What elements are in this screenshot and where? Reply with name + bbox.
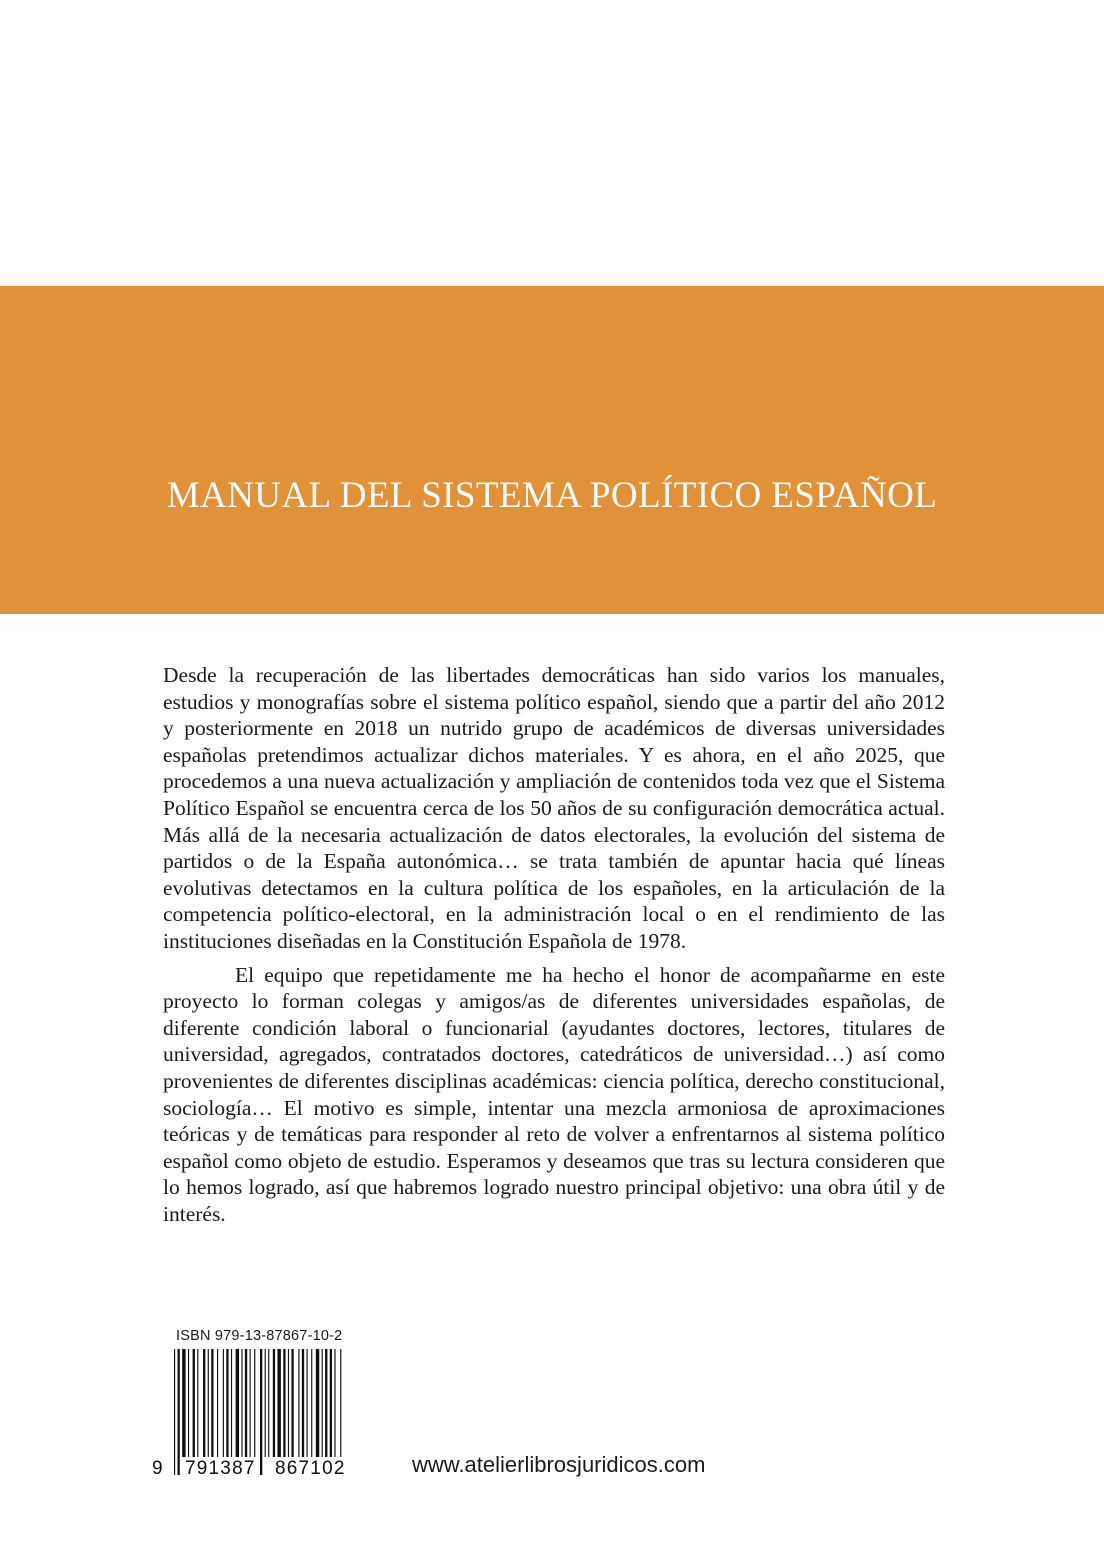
barcode-bar [298,1349,299,1457]
barcode-digits-left: 791387 [185,1458,256,1479]
barcode-bar [268,1349,269,1457]
barcode-bar [260,1349,262,1475]
barcode-bar [193,1349,195,1457]
barcode-bar [273,1349,275,1457]
barcode-digit-first: 9 [152,1458,163,1479]
title-band-text-area [0,286,1104,614]
barcode-bar [291,1349,293,1457]
barcode-bar [203,1349,205,1457]
barcode-bar [245,1349,247,1457]
barcode-bar [236,1349,239,1457]
barcode-bar [288,1349,289,1457]
publisher-url: www.atelierlibrosjuridicos.com [412,1452,706,1477]
barcode-bar [265,1349,266,1457]
barcode-digits-right: 867102 [275,1458,346,1479]
barcode-bar [178,1349,180,1475]
barcode-bar [208,1349,209,1457]
blurb-paragraph-2: El equipo que repetidamente me ha hecho el honor de acompañarme en este proyecto lo forman colegas y amigos/as de diferentes universidades españolas, de diferente condición laboral o funcionarial (ayudantes doctores, lectores, titulares de universidad, agregados, contratados doctores, catedráticos de universidad…) así como provenientes de diferentes disciplinas académicas: ciencia política, derecho constitucional, sociología… El motivo es simple, intentar una mezcla armoniosa de aproximaciones teóricas y de temáticas para responder al reto de volver a enfrentarnos al sistema político español como objeto de estudio. Esperamos y deseamos que tras su lectura consideren que lo hemos logrado, así que habremos logrado nuestro principal objetivo: una obra útil y de interés. [163,962,945,1226]
barcode-bar [231,1349,232,1457]
barcode-bar [325,1349,327,1457]
blurb-paragraph-1: Desde la recuperación de las libertades democráticas han sido varios los manuales, estudios y monografías sobre el sistema político español, siendo que a partir del año 2012 y posteriormente en 2018 un nutrido grupo de académicos de diversas universidades españolas pretendimos actualizar dichos materiales. Y es ahora, en el año 2025, que procedemos a una nueva actualización y ampliación de contenidos toda vez que el Sistema Político Español se encuentra cerca de los 50 años de su configuración democrática actual. Más allá de la necesaria actualización de datos electorales, la evolución del sistema de partidos o de la España autonómica… se trata también de apuntar hacia qué líneas evolutivas detectamos en la cultura política de los españoles, en la articulación de la competencia político-​electoral, en la administración local o en el rendimiento de las instituciones diseñadas en la Constitución Española de 1978. [163,663,945,953]
barcode-bar [334,1349,335,1457]
barcode-bar [241,1349,242,1457]
barcode-bar [302,1349,304,1457]
barcode-bar [217,1349,218,1457]
barcode-bar [330,1349,332,1457]
barcode-bar [197,1349,198,1457]
back-cover-blurb [163,662,945,1227]
barcode-bar [311,1349,312,1457]
barcode-bar [250,1349,251,1457]
barcode-bar [188,1349,189,1457]
barcode-bar [174,1349,175,1475]
barcode-bar [316,1349,319,1457]
barcode-bar [182,1349,185,1457]
barcode-bar [277,1349,280,1457]
book-title: MANUAL DEL SISTEMA POLÍTICO ESPAÑOL [166,475,938,516]
isbn-label: ISBN 979-13-87867-10-2 [176,1328,343,1344]
barcode-bar [223,1349,224,1457]
barcode-bar [226,1349,228,1457]
barcode-bar [211,1349,213,1457]
barcode-bar [283,1349,285,1457]
barcode-bar [322,1349,323,1457]
barcode-bar [307,1349,308,1457]
